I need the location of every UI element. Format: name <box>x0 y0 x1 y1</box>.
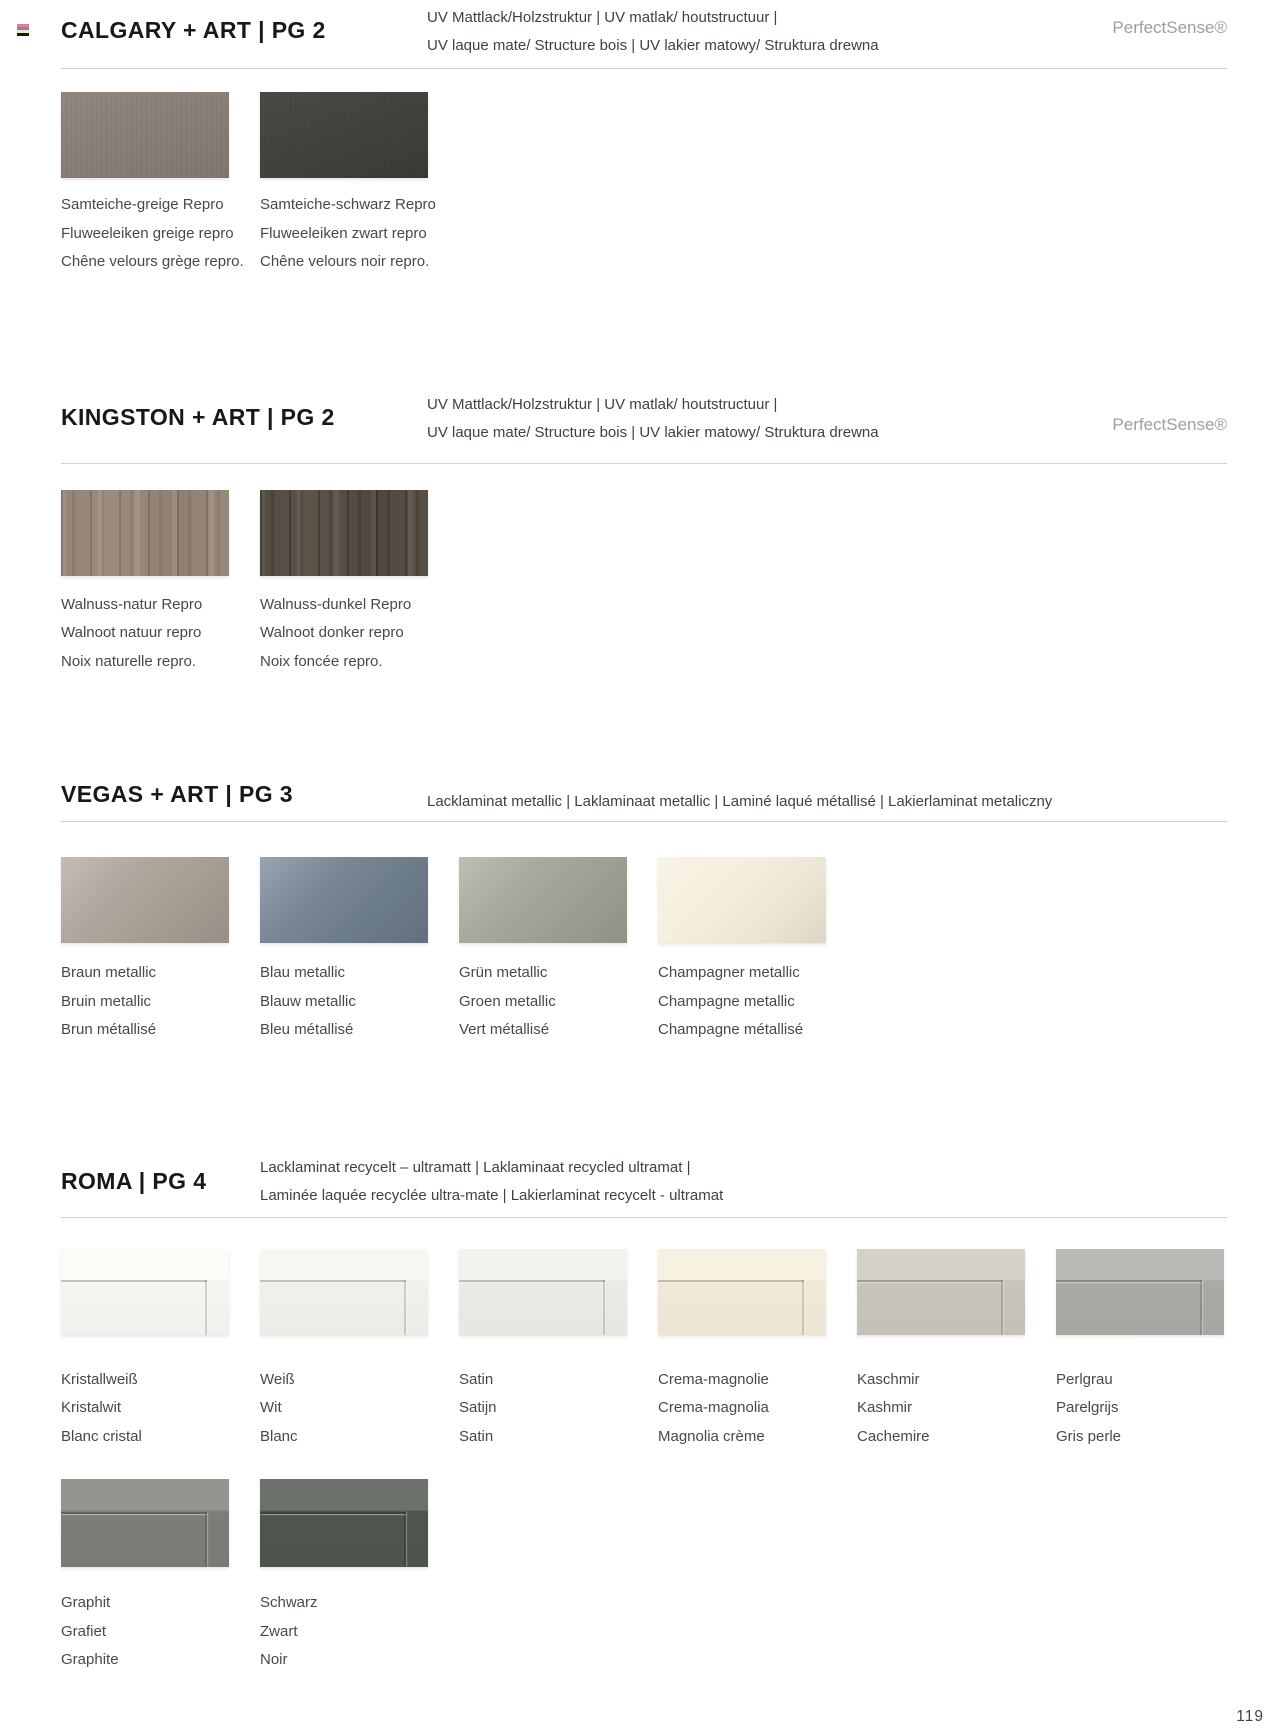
swatch-label: Graphite <box>61 1651 119 1668</box>
swatch-kaschmir <box>857 1249 1025 1335</box>
swatch-blau-metallic <box>260 857 428 943</box>
swatch-label: Noix naturelle repro. <box>61 652 197 670</box>
swatch-crema-magnolie <box>658 1249 826 1335</box>
swatch-label: Magnolia crème <box>658 1427 765 1445</box>
registration-mark-icon <box>17 24 29 36</box>
section-subtitle <box>427 385 1112 447</box>
swatch-label: Cachemire <box>857 1427 930 1445</box>
swatch-label: Satin <box>459 1427 494 1445</box>
section-title-calgary: CALGARY + ART | PG 2 <box>61 17 326 43</box>
swatch-card-graphit <box>61 1479 229 1675</box>
subtitle-line: UV Mattlack/Holzstruktur | UV matlak/ houtstructuur | <box>427 9 778 26</box>
section-title-roma: ROMA | PG 4 <box>61 1167 207 1194</box>
subtitle-line: UV Mattlack/Holzstruktur | UV matlak/ houtstructuur | <box>427 395 778 413</box>
section-title-vegas: VEGAS + ART | PG 3 <box>61 781 293 807</box>
swatch-label: Blanc <box>260 1427 298 1445</box>
section-subtitle <box>427 776 1227 816</box>
swatch-label: Champagne metallic <box>658 992 795 1010</box>
swatch-label: Graphit <box>61 1594 111 1611</box>
perfectsense-label: PerfectSense® <box>1112 414 1227 434</box>
swatch-label: Samteiche-greige Repro <box>61 196 224 213</box>
swatch-label: Satijn <box>459 1399 497 1416</box>
swatch-walnuss-dunkel <box>260 490 428 576</box>
section-vegas <box>61 776 1227 1045</box>
swatch-label: Crema-magnolie <box>658 1370 769 1388</box>
subtitle-line: UV laque mate/ Structure bois | UV lakier matowy/ Struktura drewna <box>427 423 879 441</box>
swatch-label: Walnoot donker repro <box>260 624 404 641</box>
swatch-label: Kashmir <box>857 1399 913 1416</box>
swatch-card-satin <box>459 1249 627 1452</box>
swatch-label: Bruin metallic <box>61 992 152 1010</box>
swatch-gruen-metallic <box>459 857 627 943</box>
swatch-label: Blanc cristal <box>61 1427 142 1445</box>
swatch-label: Schwarz <box>260 1594 318 1611</box>
swatch-label: Grafiet <box>61 1622 107 1640</box>
swatch-label: Kristalwit <box>61 1399 122 1416</box>
section-divider <box>61 821 1227 822</box>
swatch-label: Kaschmir <box>857 1370 920 1388</box>
swatch-card-gruen-metallic <box>459 857 627 1045</box>
section-subtitle <box>427 2 1112 60</box>
swatch-card-blau-metallic <box>260 857 428 1045</box>
swatch-perlgrau <box>1056 1249 1224 1335</box>
subtitle-line: Laminée laquée recyclée ultra-mate | Lakierlaminat recycelt - ultramat <box>260 1186 724 1204</box>
swatch-card-schwarz <box>260 1479 428 1675</box>
section-title-kingston: KINGSTON + ART | PG 2 <box>61 403 335 430</box>
swatch-kristallweiss <box>61 1249 229 1335</box>
swatch-champagner-metallic <box>658 857 826 943</box>
swatch-label: Gris perle <box>1056 1427 1122 1445</box>
swatch-card-walnuss-natur <box>61 490 229 677</box>
swatch-graphit <box>61 1479 229 1567</box>
swatch-label: Groen metallic <box>459 992 556 1010</box>
perfectsense-label: PerfectSense® <box>1112 18 1227 37</box>
section-divider <box>61 1217 1227 1218</box>
swatch-label: Vert métallisé <box>459 1021 550 1038</box>
swatch-card-walnuss-dunkel <box>260 490 428 677</box>
subtitle-line: Lacklaminat recycelt – ultramatt | Laklaminaat recycled ultramat | <box>260 1158 691 1176</box>
swatch-samteiche-schwarz <box>260 92 428 178</box>
swatch-card-samteiche-schwarz <box>260 92 436 277</box>
swatch-card-weiss <box>260 1249 428 1452</box>
section-kingston <box>61 385 1227 677</box>
swatch-label: Fluweeleiken zwart repro <box>260 224 427 242</box>
swatch-label: Noix foncée repro. <box>260 652 383 670</box>
section-divider <box>61 68 1227 69</box>
swatch-card-perlgrau <box>1056 1249 1224 1452</box>
catalog-page <box>0 2 1280 1736</box>
swatch-label: Crema-magnolia <box>658 1399 769 1416</box>
swatch-label: Wit <box>260 1399 282 1416</box>
swatch-card-braun-metallic <box>61 857 229 1045</box>
swatch-label: Perlgrau <box>1056 1370 1113 1388</box>
swatch-label: Satin <box>459 1370 494 1388</box>
swatch-label: Weiß <box>260 1370 295 1388</box>
swatch-label: Chêne velours noir repro. <box>260 253 430 270</box>
section-calgary <box>61 2 1227 277</box>
subtitle-line: Lacklaminat metallic | Laklaminaat metallic | Laminé laqué métallisé | Lakierlaminat metaliczny <box>427 793 1053 810</box>
swatch-walnuss-natur <box>61 490 229 576</box>
swatch-label: Walnuss-dunkel Repro <box>260 595 412 613</box>
swatch-label: Parelgrijs <box>1056 1399 1119 1416</box>
subtitle-line: UV laque mate/ Structure bois | UV lakier matowy/ Struktura drewna <box>427 37 879 54</box>
swatch-label: Grün metallic <box>459 964 548 981</box>
page-number: 119 <box>1236 1708 1264 1725</box>
swatch-schwarz <box>260 1479 428 1567</box>
swatch-label: Blauw metallic <box>260 992 356 1010</box>
swatch-card-crema-magnolie <box>658 1249 826 1452</box>
swatch-label: Zwart <box>260 1622 298 1640</box>
swatch-card-kristallweiss <box>61 1249 229 1452</box>
swatch-label: Champagne métallisé <box>658 1021 804 1038</box>
swatch-label: Noir <box>260 1651 288 1668</box>
swatch-braun-metallic <box>61 857 229 943</box>
swatch-label: Blau metallic <box>260 964 346 981</box>
swatch-label: Champagner metallic <box>658 964 800 981</box>
swatch-label: Brun métallisé <box>61 1021 157 1038</box>
swatch-card-samteiche-greige <box>61 92 244 277</box>
registration-stripe <box>17 33 29 36</box>
section-roma <box>61 1151 1227 1675</box>
swatch-samteiche-greige <box>61 92 229 178</box>
swatch-label: Chêne velours grège repro. <box>61 253 244 270</box>
swatch-label: Kristallweiß <box>61 1370 138 1388</box>
swatch-label: Braun metallic <box>61 964 157 981</box>
swatch-label: Fluweeleiken greige repro <box>61 224 234 242</box>
swatch-card-champagner-metallic <box>658 857 826 1045</box>
swatch-label: Bleu métallisé <box>260 1021 354 1038</box>
swatch-weiss <box>260 1249 428 1335</box>
swatch-label: Walnoot natuur repro <box>61 624 202 641</box>
swatch-satin <box>459 1249 627 1335</box>
section-subtitle <box>260 1151 1227 1210</box>
swatch-label: Walnuss-natur Repro <box>61 595 203 613</box>
swatch-card-kaschmir <box>857 1249 1025 1452</box>
section-divider <box>61 463 1227 464</box>
swatch-label: Samteiche-schwarz Repro <box>260 196 436 213</box>
